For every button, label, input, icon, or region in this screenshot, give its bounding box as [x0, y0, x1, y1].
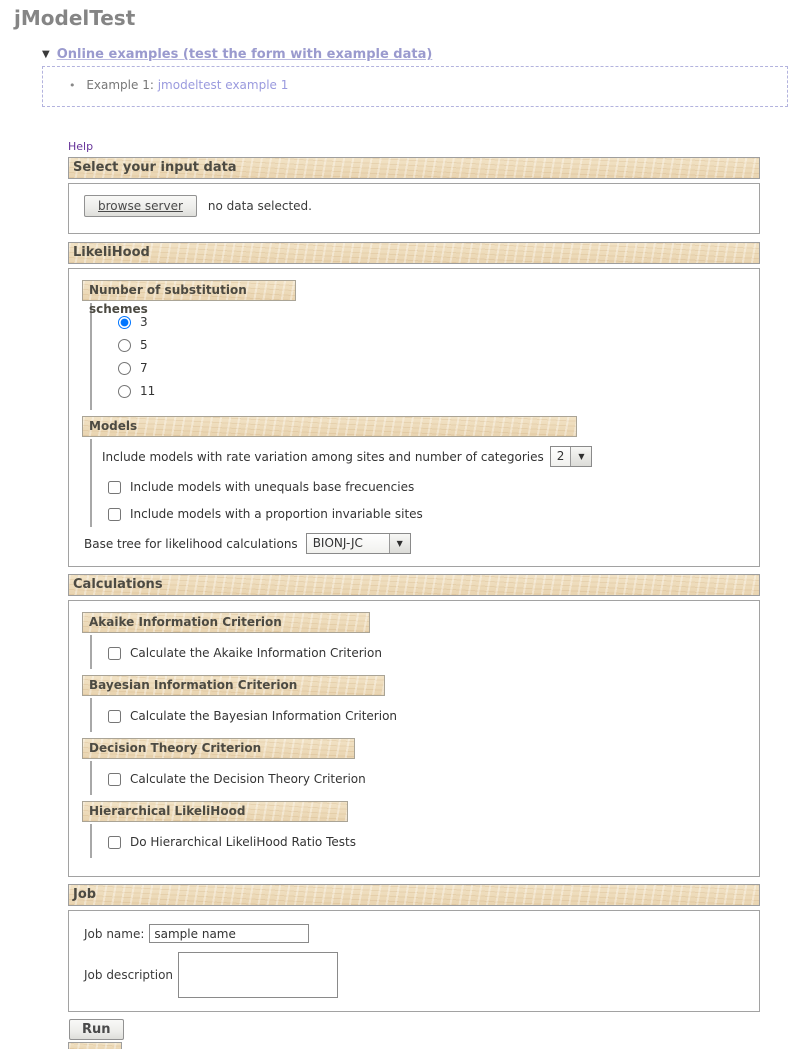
job-name-row — [84, 924, 749, 943]
likelihood-box — [68, 268, 760, 567]
base-tree-select[interactable] — [306, 533, 411, 554]
radio-scheme-7[interactable] — [118, 362, 131, 375]
radio-label: 11 — [140, 384, 156, 398]
subheader-decision-theory: Decision Theory Criterion — [82, 738, 355, 759]
checkbox-row-akaike[interactable] — [108, 646, 749, 660]
job-name-input[interactable] — [149, 924, 309, 943]
run-button[interactable]: Run — [69, 1019, 124, 1040]
checkbox-row-invariable-sites[interactable] — [108, 507, 749, 521]
checkbox-hierarchical[interactable] — [108, 836, 121, 849]
input-data-box — [68, 183, 760, 234]
form-main — [68, 157, 760, 1049]
radio-scheme-3[interactable] — [118, 316, 131, 329]
radio-row-scheme-7[interactable] — [118, 361, 749, 375]
bayesian-group — [90, 698, 749, 732]
subheader-models: Models — [82, 416, 577, 437]
chevron-down-icon: ▼ — [570, 447, 591, 466]
next-section-header-partial — [68, 1042, 122, 1049]
radio-scheme-11[interactable] — [118, 385, 131, 398]
examples-list — [42, 66, 788, 107]
checkbox-row-unequal-frequencies[interactable] — [108, 480, 749, 494]
list-item — [69, 78, 777, 92]
collapse-triangle-icon: ▼ — [42, 48, 50, 60]
checkbox-row-bayesian[interactable] — [108, 709, 749, 723]
online-examples-label[interactable]: Online examples (test the form with example data) — [56, 47, 433, 62]
checkbox-row-decision-theory[interactable] — [108, 772, 749, 786]
substitution-schemes-group — [90, 303, 749, 410]
subheader-substitution-schemes: Number of substitution schemes — [82, 280, 296, 301]
models-group — [90, 439, 749, 527]
section-header-job: Job — [68, 884, 760, 906]
radio-row-scheme-3[interactable] — [118, 315, 749, 329]
help-link[interactable]: Help — [68, 140, 94, 153]
page-title: jModelTest — [14, 6, 136, 30]
section-header-input-data: Select your input data — [68, 157, 760, 179]
example-prefix: Example 1: — [86, 78, 154, 92]
job-description-row — [84, 952, 749, 998]
job-description-label: Job description — [84, 968, 174, 982]
base-tree-row — [84, 533, 749, 554]
radio-row-scheme-11[interactable] — [118, 384, 749, 398]
job-box — [68, 910, 760, 1012]
input-data-status: no data selected. — [207, 199, 312, 213]
rate-categories-value: 2 — [551, 447, 571, 466]
base-tree-label: Base tree for likelihood calculations — [84, 536, 298, 551]
rate-variation-label: Include models with rate variation among sites and number of categories — [102, 449, 544, 464]
radio-label: 5 — [140, 338, 148, 352]
browse-server-button[interactable]: browse server — [84, 195, 197, 217]
base-tree-value: BIONJ-JC — [307, 534, 389, 553]
hierarchical-likelihood-group — [90, 824, 749, 858]
section-header-calculations: Calculations — [68, 574, 760, 596]
rate-variation-row — [102, 446, 749, 467]
subheader-hierarchical-likelihood: Hierarchical LikeliHood — [82, 801, 348, 822]
rate-categories-select[interactable] — [550, 446, 593, 467]
radio-label: 3 — [140, 315, 148, 329]
checkbox-invariable-sites[interactable] — [108, 508, 121, 521]
radio-row-scheme-5[interactable] — [118, 338, 749, 352]
chevron-down-icon: ▼ — [389, 534, 410, 553]
checkbox-label: Include models with a proportion invariable sites — [130, 507, 423, 521]
subheader-akaike: Akaike Information Criterion — [82, 612, 370, 633]
akaike-group — [90, 635, 749, 669]
job-name-label: Job name: — [84, 926, 145, 941]
checkbox-akaike[interactable] — [108, 647, 121, 660]
checkbox-label: Include models with unequals base frecuencies — [130, 480, 415, 494]
checkbox-label: Do Hierarchical LikeliHood Ratio Tests — [130, 835, 356, 849]
subheader-bayesian: Bayesian Information Criterion — [82, 675, 385, 696]
checkbox-unequal-frequencies[interactable] — [108, 481, 121, 494]
radio-scheme-5[interactable] — [118, 339, 131, 352]
checkbox-label: Calculate the Akaike Information Criterion — [130, 646, 382, 660]
calculations-box — [68, 600, 760, 877]
example-link[interactable]: jmodeltest example 1 — [157, 78, 289, 92]
radio-label: 7 — [140, 361, 148, 375]
checkbox-row-hierarchical[interactable] — [108, 835, 749, 849]
bullet-icon: • — [69, 79, 76, 92]
online-examples-section — [42, 47, 788, 107]
checkbox-label: Calculate the Bayesian Information Criterion — [130, 709, 398, 723]
checkbox-decision-theory[interactable] — [108, 773, 121, 786]
checkbox-label: Calculate the Decision Theory Criterion — [130, 772, 366, 786]
decision-theory-group — [90, 761, 749, 795]
online-examples-toggle[interactable] — [42, 47, 788, 62]
job-description-textarea[interactable] — [178, 952, 338, 998]
checkbox-bayesian[interactable] — [108, 710, 121, 723]
section-header-likelihood: LikeliHood — [68, 242, 760, 264]
